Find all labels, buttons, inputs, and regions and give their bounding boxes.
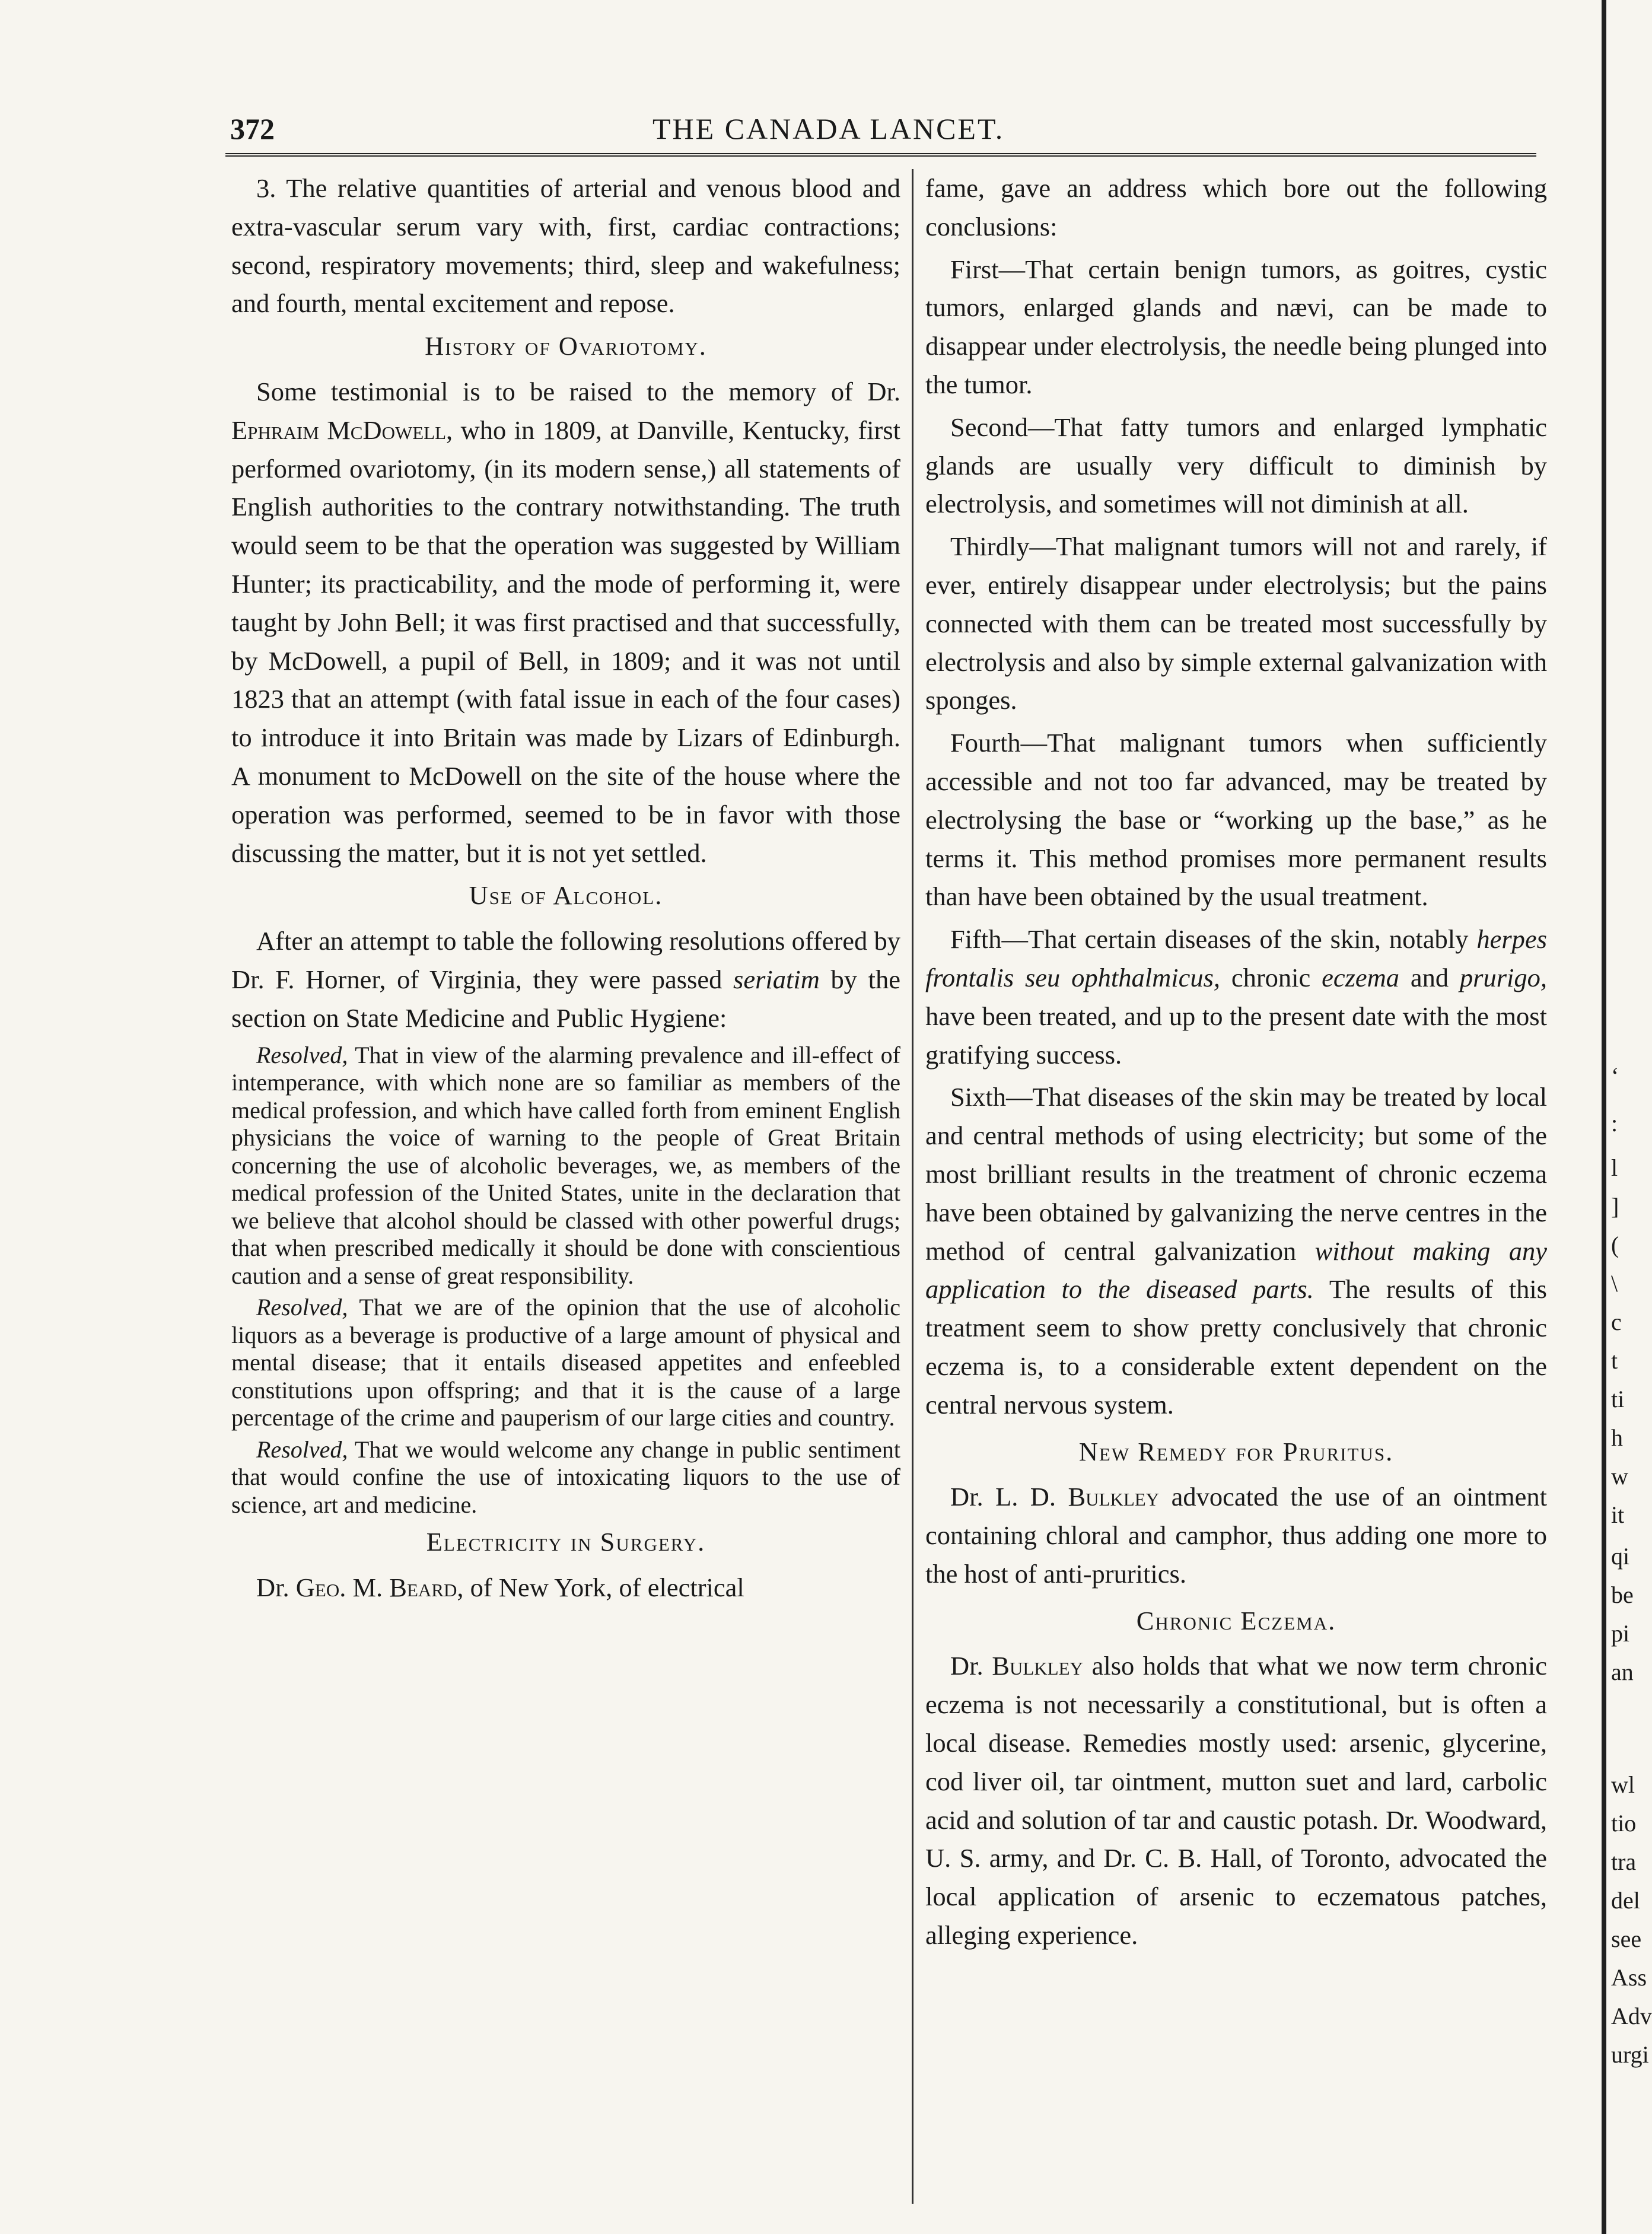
paragraph-horner-resolutions	[231, 922, 900, 1037]
column-rule	[912, 169, 913, 2204]
text: After an attempt to table the following resolutions offered by Dr. F. Horner, of Virginia, they were passed	[231, 926, 900, 994]
text: also holds that what we now term chronic eczema is not necessarily a constitutional, but is often a local disease. Remedies mostly used: arsenic, glycerine, cod liver oil, tar ointment, mutton suet and lard, carbolic acid and solution of tar and caustic potash. Dr. Woodward, U. S. army, and Dr. C. B. Hall, of Toronto, advocated the local application of arsenic to eczematous patches, alleging experience.	[925, 1651, 1548, 1950]
bleed-fragment: \	[1611, 1270, 1618, 1297]
emphasis: without making any application to the diseased parts.	[925, 1236, 1548, 1304]
paragraph-quantities: 3. The relative quantities of arterial and venous blood and extra-vascular serum vary with, first, cardiac contractions; second, respiratory movements; third, sleep and wakefulness; and fourth, mental excitement and repose.	[231, 173, 900, 319]
person-name: Bulkley	[992, 1651, 1083, 1681]
bleed-fragment: ]	[1611, 1193, 1619, 1220]
bleed-fragment: pi	[1611, 1620, 1630, 1647]
bleed-fragment: l	[1611, 1154, 1618, 1181]
heading-electricity-in-surgery: Electricity in Surgery.	[426, 1527, 706, 1557]
bleed-fragment: ‘	[1611, 1062, 1619, 1089]
bleed-fragment: wl	[1611, 1771, 1635, 1798]
resolved-label: Resolved,	[256, 1436, 348, 1463]
text: chronic	[1231, 962, 1311, 992]
text: Some testimonial is to be raised to the memory of Dr.	[256, 376, 900, 406]
conclusion-sixth	[925, 1078, 1547, 1424]
bleed-fragment: ti	[1611, 1386, 1625, 1412]
conclusion-third: Thirdly—That malignant tumors will not and rarely, if ever, entirely disappear under electrolysis; but the pains connected with them can be treated most successfully by electrolysis and also by simple external galvanization with sponges.	[925, 532, 1547, 715]
text: Dr.	[950, 1482, 983, 1512]
paragraph-beard	[231, 1568, 900, 1607]
disease-name: herpes frontalis seu ophthalmicus,	[925, 924, 1547, 992]
text: Fifth—That certain diseases of the skin, notably	[950, 924, 1469, 954]
text: who in 1809, at Danville, Kentucky, first performed ovariotomy, (in its modern sense,) all statements of English authorities to the contrary notwithstanding. The truth would seem to be that the operation was suggested by William Hunter; its practicability, and the mode of performing it, were taught by John Bell; it was first practised and that successfully, by McDowell, a pupil of Bell, in 1809; and it was not until 1823 that an attempt (with fatal issue in each of the four cases) to introduce it into Britain was made by Lizars of Edinburgh. A monument to McDowell on the site of the house where the operation was performed, seemed to be in favor with those discussing the matter, but it is not yet settled.	[231, 415, 900, 868]
bleed-fragment: be	[1611, 1581, 1634, 1608]
text: advocated the use of an ointment containing chloral and camphor, thus adding one more to the host of anti-pruritics.	[925, 1482, 1548, 1589]
disease-name: prurigo,	[1459, 962, 1548, 992]
text: Dr.	[256, 1572, 289, 1602]
resolution-2	[231, 1294, 900, 1432]
resolution-text: That in view of the alarming prevalence and ill-effect of intemperance, with which none are so familiar as members of the medical profession, and which have called forth from eminent English physicians the voice of warning to the people of Great Britain concerning the use of alcoholic beverages, we, as members of the medical profession of the United States, unite in the declaration that we believe that alcohol should be classed with other powerful drugs; that when prescribed medically it should be done with conscientious caution and a sense of great responsibility.	[231, 1041, 900, 1289]
right-column	[925, 169, 1547, 1959]
resolution-1	[231, 1042, 900, 1290]
paragraph-pruritus	[925, 1478, 1547, 1593]
person-name: L. D. Bulkley	[995, 1482, 1160, 1512]
text: have been treated, and up to the present date with the most gratifying success.	[925, 1001, 1547, 1070]
text: The results of this treatment seem to show pretty conclusively that chronic eczema is, to a considerable extent dependent on the central nervous system.	[925, 1274, 1547, 1420]
conclusion-first: First—That certain benign tumors, as goitres, cystic tumors, enlarged glands and nævi, can be made to disappear under electrolysis, the needle being plunged into the tumor.	[925, 254, 1547, 399]
resolution-text: That we are of the opinion that the use of alcoholic liquors as a beverage is productive of a large amount of physical and mental disease; that it entails diseased appetites and enfeebled constitutions upon offspring; and that it is the cause of a large percentage of the crime and pauperism of our large cities and country.	[231, 1294, 900, 1431]
text: Sixth—That diseases of the skin may be treated by local and central methods of using electricity; but some of the most brilliant results in the treatment of chronic eczema have been obtained by galvanizing the nerve centres in the method of central galvanization	[925, 1082, 1547, 1266]
paragraph-mcdowell	[231, 373, 900, 872]
person-name: Ephraim McDowell,	[231, 415, 453, 445]
conclusion-fourth: Fourth—That malignant tumors when sufficiently accessible and not too far advanced, may be treated by electrolysing the base or “working up the base,” as he terms it. This method promises more permanent results than have been obtained by the usual treatment.	[925, 728, 1547, 912]
text: and	[1410, 962, 1449, 992]
bleed-fragment: t	[1611, 1347, 1618, 1374]
resolved-label: Resolved,	[256, 1294, 348, 1321]
resolution-3	[231, 1436, 900, 1519]
page-number: 372	[230, 112, 275, 145]
bleed-fragment: Adv	[1611, 2003, 1652, 2029]
conclusion-fifth	[925, 920, 1547, 1074]
heading-new-remedy-for-pruritus: New Remedy for Pruritus.	[1078, 1436, 1394, 1466]
disease-name: eczema	[1322, 962, 1400, 992]
bleed-fragment: it	[1611, 1501, 1625, 1528]
bleed-fragment: c	[1611, 1309, 1622, 1335]
bleed-fragment: urgi	[1611, 2041, 1649, 2068]
bleed-fragment: h	[1611, 1424, 1623, 1451]
header-rule	[225, 153, 1536, 157]
bleed-fragment: w	[1611, 1463, 1628, 1490]
resolution-text: That we would welcome any change in public sentiment that would confine the use of intoxicating liquors to the use of science, art and medicine.	[231, 1436, 900, 1518]
paragraph-conclusions: fame, gave an address which bore out the following conclusions:	[925, 173, 1547, 241]
binding-edge-bar	[1602, 0, 1606, 2234]
person-name: Geo. M. Beard,	[295, 1572, 464, 1602]
bleed-fragment: tio	[1611, 1810, 1637, 1837]
resolved-label: Resolved,	[256, 1041, 348, 1068]
bleed-fragment: (	[1611, 1231, 1619, 1258]
bleed-fragment: Ass	[1611, 1964, 1647, 1991]
left-column	[231, 169, 900, 1611]
conclusion-second: Second—That fatty tumors and enlarged lymphatic glands are usually very difficult to diminish by electrolysis, and sometimes will not diminish at all.	[925, 412, 1547, 519]
bleed-fragment: an	[1611, 1659, 1634, 1685]
heading-history-of-ovariotomy: History of Ovariotomy.	[425, 331, 707, 361]
bleed-fragment: :	[1611, 1110, 1618, 1137]
text: Dr.	[950, 1651, 983, 1681]
bleed-fragment: tra	[1611, 1848, 1637, 1875]
bleed-fragment: see	[1611, 1926, 1642, 1952]
text: of New York, of electrical	[470, 1572, 744, 1602]
bleed-fragment: del	[1611, 1887, 1640, 1914]
text: by the section on State Medicine and Public Hygiene:	[231, 964, 900, 1033]
paragraph-eczema	[925, 1647, 1547, 1954]
heading-chronic-eczema: Chronic Eczema.	[1136, 1605, 1336, 1635]
heading-use-of-alcohol: Use of Alcohol.	[469, 880, 663, 911]
latin-term: seriatim	[733, 964, 820, 994]
bleed-fragment: qi	[1611, 1543, 1630, 1570]
adjacent-page-bleed	[1602, 0, 1652, 2234]
running-title: THE CANADA LANCET.	[652, 112, 1005, 145]
